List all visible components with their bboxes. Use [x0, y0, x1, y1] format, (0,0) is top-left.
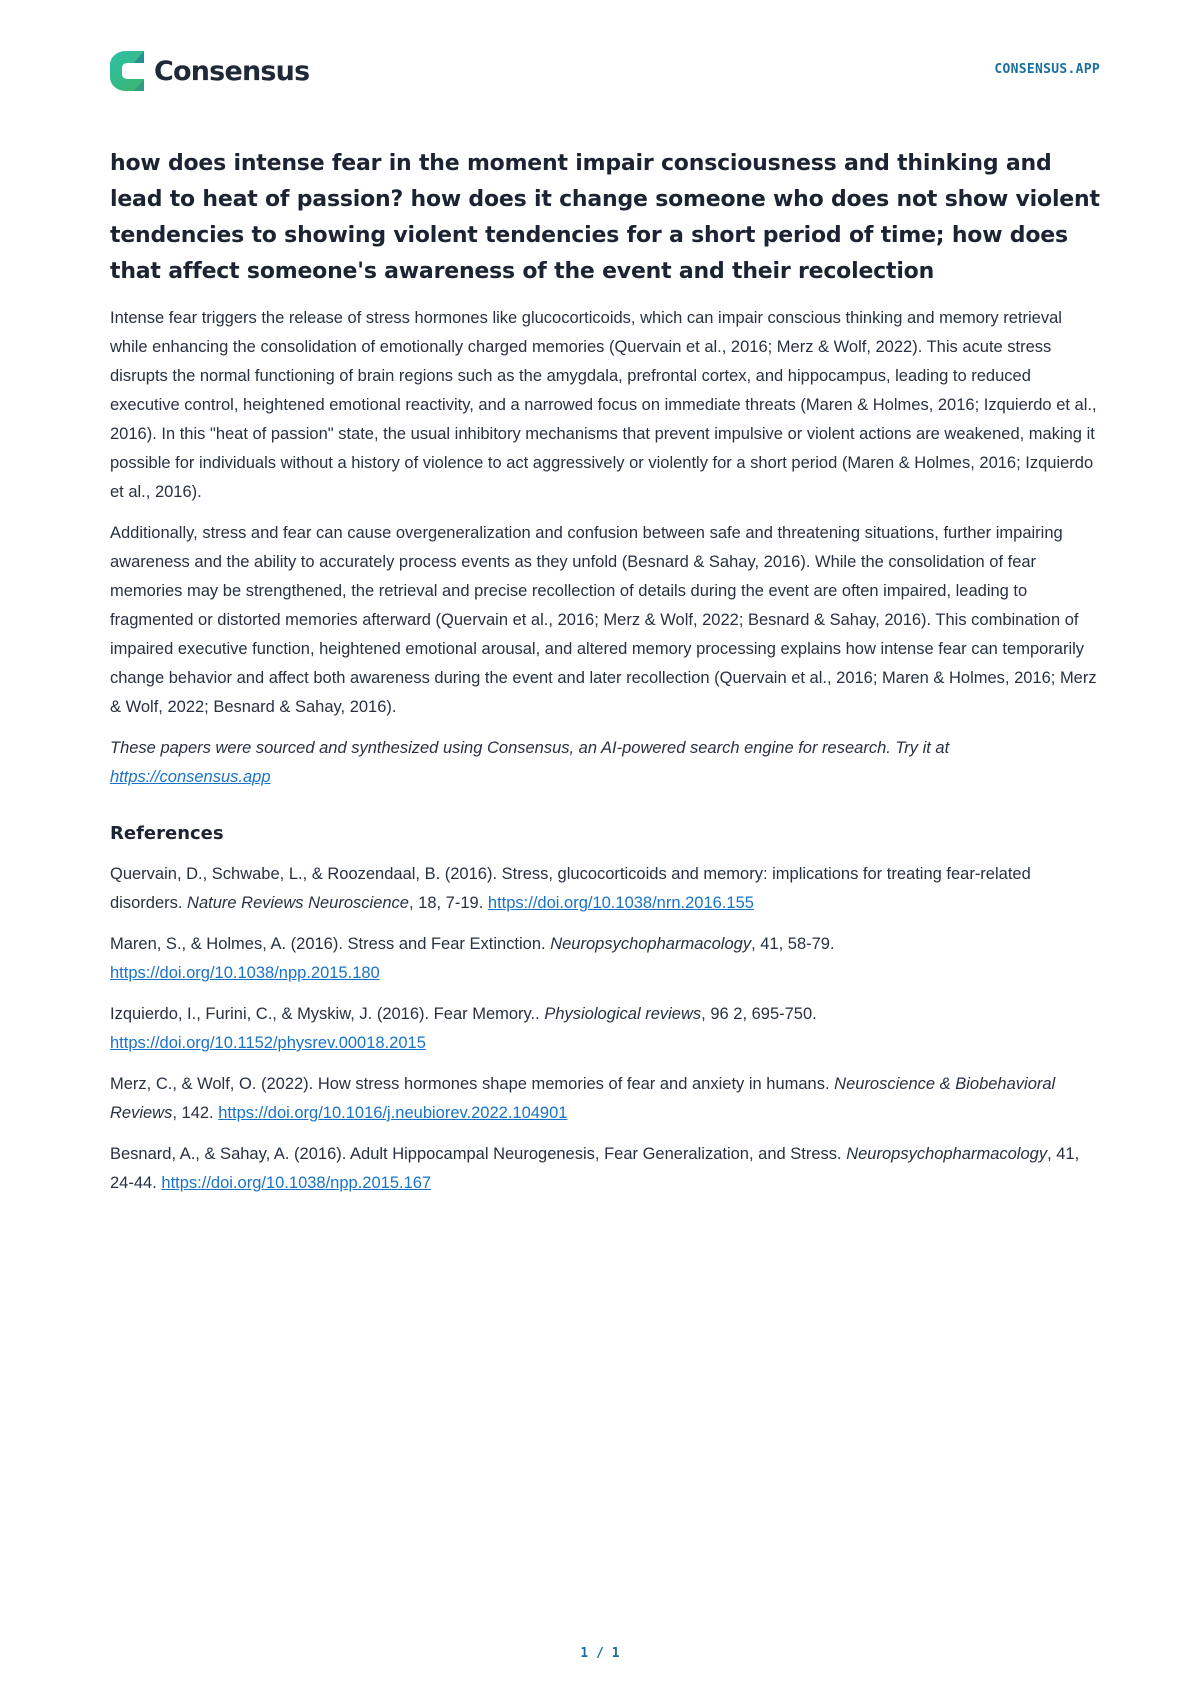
consensus-logo[interactable] — [110, 48, 309, 94]
logo-text: Consensus — [154, 55, 310, 87]
reference-journal: Physiological reviews — [544, 1005, 702, 1023]
references-heading: References — [110, 823, 224, 844]
reference-details: , 41, 58-79. — [751, 935, 835, 953]
reference-authors: Merz, C., & Wolf, O. (2022). How stress hormones shape memories of fear and anxiety in humans. — [110, 1075, 830, 1093]
reference-authors: Quervain, D., Schwabe, L., & Roozendaal, B. (2016). Stress, glucocorticoids and memory: implications for treating fear-related disorders. — [110, 865, 1031, 912]
reference-journal: Neuropsychopharmacology — [846, 1145, 1048, 1163]
reference-doi-link[interactable]: https://doi.org/10.1152/physrev.00018.2015 — [110, 1034, 426, 1052]
source-note-text: These papers were sourced and synthesized using Consensus, an AI-powered search engine for research. Try it at — [110, 739, 950, 757]
reference-journal: Neuropsychopharmacology — [550, 935, 752, 953]
reference-doi-link[interactable]: https://doi.org/10.1016/j.neubiorev.2022.104901 — [218, 1104, 568, 1122]
reference-item — [110, 860, 1100, 918]
reference-authors: Maren, S., & Holmes, A. (2016). Stress and Fear Extinction. — [110, 935, 546, 953]
source-note — [110, 734, 1100, 792]
page-header — [110, 48, 1100, 96]
document-content — [110, 146, 1100, 1210]
reference-details: , 142. — [172, 1104, 214, 1122]
question-title: how does intense fear in the moment impair consciousness and thinking and lead to heat of passion? how does it change someone who does not show violent tendencies to showing violent tendencies for a short period of time; how does that affect someone's awareness of the event and their recolection — [110, 151, 1100, 284]
reference-details: , 41, 24-44. — [110, 1145, 1080, 1192]
answer-paragraph-1: Intense fear triggers the release of stress hormones like glucocorticoids, which can impair conscious thinking and memory retrieval while enhancing the consolidation of emotionally charged memories (Quervain et al., 2016; Merz & Wolf, 2022). This acute stress disrupts the normal functioning of brain regions such as the amygdala, prefrontal cortex, and hippocampus, leading to reduced executive control, heightened emotional reactivity, and a narrowed focus on immediate threats (Maren & Holmes, 2016; Izquierdo et al., 2016). In this "heat of passion" state, the usual inhibitory mechanisms that prevent impulsive or violent actions are weakened, making it possible for individuals without a history of violence to act aggressively or violently for a short period (Maren & Holmes, 2016; Izquierdo et al., 2016). — [110, 309, 1097, 501]
site-link[interactable]: CONSENSUS.APP — [994, 62, 1100, 77]
page-indicator: 1 / 1 — [580, 1646, 620, 1661]
consensus-link[interactable]: https://consensus.app — [110, 768, 271, 786]
reference-doi-link[interactable]: https://doi.org/10.1038/npp.2015.180 — [110, 964, 380, 982]
reference-journal: Neuroscience & Biobehavioral Reviews — [110, 1075, 1056, 1122]
reference-details: , 18, 7-19. — [408, 894, 484, 912]
reference-doi-link[interactable]: https://doi.org/10.1038/npp.2015.167 — [161, 1174, 432, 1192]
answer-paragraph-2: Additionally, stress and fear can cause overgeneralization and confusion between safe and threatening situations, further impairing awareness and the ability to accurately process events as they unfold (Besnard & Sahay, 2016). While the consolidation of fear memories may be strengthened, the retrieval and precise recollection of details during the event are often impaired, leading to fragmented or distorted memories afterward (Quervain et al., 2016; Merz & Wolf, 2022; Besnard & Sahay, 2016). This combination of impaired executive function, heightened emotional arousal, and altered memory processing explains how intense fear can temporarily change behavior and affect both awareness during the event and later recollection (Quervain et al., 2016; Maren & Holmes, 2016; Merz & Wolf, 2022; Besnard & Sahay, 2016). — [110, 524, 1097, 716]
reference-details: , 96 2, 695-750. — [701, 1005, 817, 1023]
reference-item — [110, 1140, 1100, 1198]
reference-journal: Nature Reviews Neuroscience — [187, 894, 409, 912]
reference-authors: Besnard, A., & Sahay, A. (2016). Adult Hippocampal Neurogenesis, Fear Generalization, and Stress. — [110, 1145, 842, 1163]
reference-doi-link[interactable]: https://doi.org/10.1038/nrn.2016.155 — [487, 894, 754, 912]
reference-authors: Izquierdo, I., Furini, C., & Myskiw, J. (2016). Fear Memory.. — [110, 1005, 540, 1023]
reference-item — [110, 1070, 1100, 1128]
reference-item — [110, 930, 1100, 988]
reference-item — [110, 1000, 1100, 1058]
consensus-logo-icon — [110, 51, 144, 91]
